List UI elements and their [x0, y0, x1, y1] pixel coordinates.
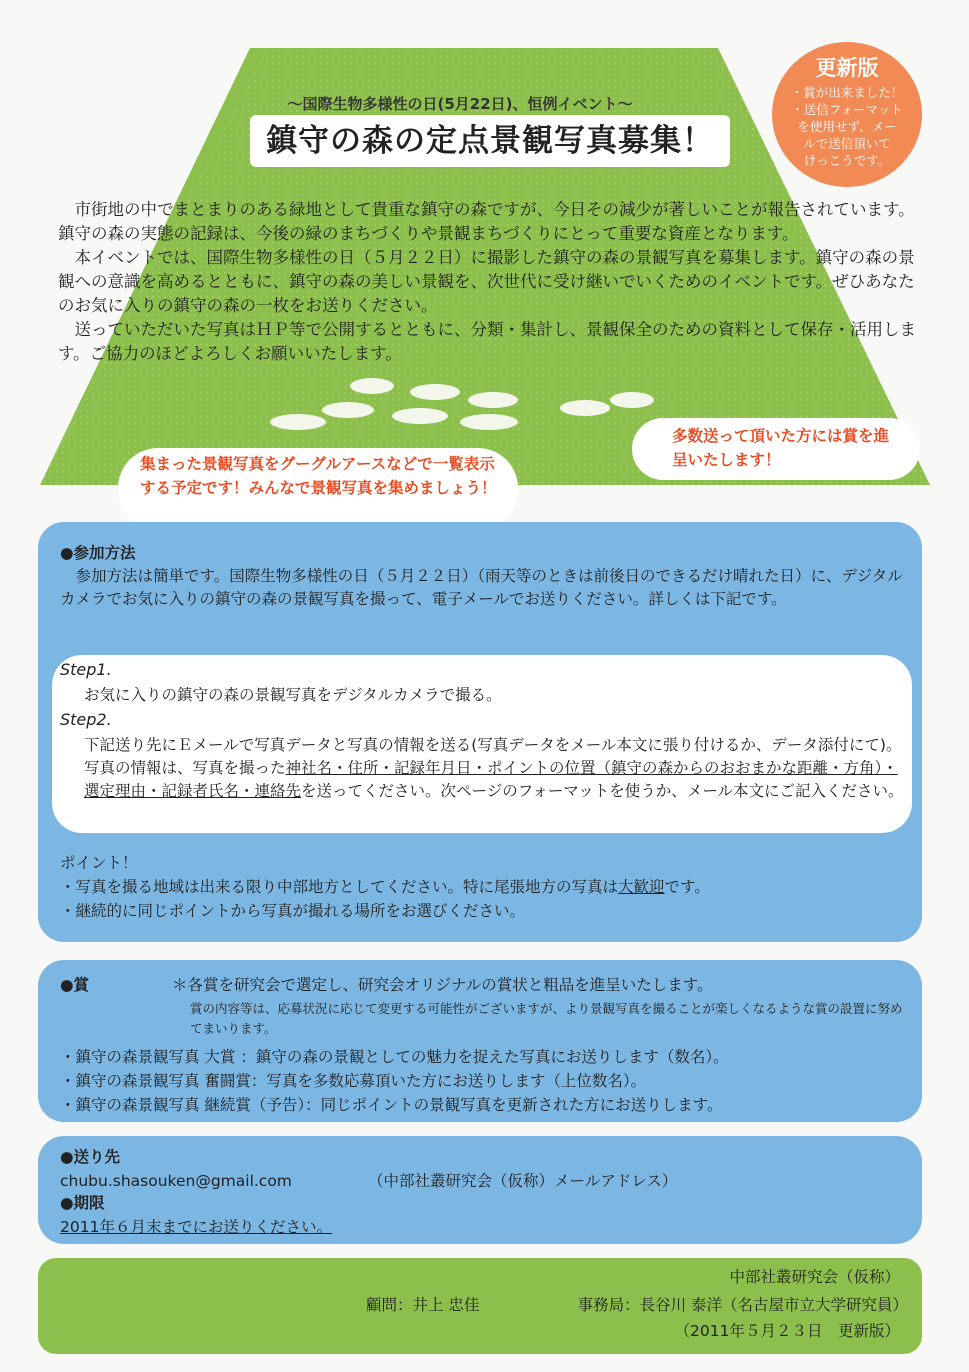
callout-cloud-award: 多数送って頂いた方には賞を進呈いたします！ — [632, 418, 920, 480]
awards-note-small: 賞の内容等は、応募状況に応じて変更する可能性がございますが、より景観写真を撮ることが楽しくなるような賞の設置に努めてまいります。 — [190, 1001, 903, 1036]
intro-text — [58, 198, 920, 366]
page-title: 鎮守の森の定点景観写真募集！ — [250, 115, 730, 167]
point-1-b: です。 — [664, 878, 710, 896]
step2-text — [84, 734, 906, 803]
point-1-underlined: 大歓迎 — [618, 878, 665, 896]
deadline-text: 2011年６月末までにお送りください。 — [60, 1218, 332, 1236]
intro-paragraph-1: 市街地の中でまとまりのある緑地として貴重な鎮守の森ですが、今日その減少が著しいことが報告されています。鎮守の森の実態の記録は、今後の緑のまちづくりや景観まちづくりにとって重要な資産となります。 — [58, 200, 915, 243]
award-item-1: ・鎮守の森景観写真 大賞 ：鎮守の森の景観としての魅力を捉えた写真にお送りします（数名）。 — [60, 1048, 729, 1066]
stepping-stone — [322, 402, 374, 418]
stepping-stone — [460, 414, 518, 430]
contact-heading: ●送り先 — [60, 1148, 121, 1166]
step2-text-underlined: 神社名・住所・記録年月日・ポイントの位置（鎮守の森からのおおまかな距離・方角）・選定理由・記録者氏名・連絡先 — [84, 759, 898, 800]
footer-date: （2011年５月２３日 更新版） — [674, 1322, 900, 1340]
event-subtitle: 〜国際生物多様性の日(5月22日)、恒例イベント〜 — [287, 95, 633, 113]
point-2: ・継続的に同じポイントから写真が撮れる場所をお選びください。 — [60, 902, 526, 920]
stepping-stone — [610, 392, 654, 408]
participation-heading: ●参加方法 — [60, 544, 136, 562]
step2-label: Step2. — [60, 710, 112, 729]
step1-text: お気に入りの鎮守の森の景観写真をデジタルカメラで撮る。 — [84, 686, 502, 704]
stepping-stone — [560, 400, 610, 416]
intro-paragraph-2: 本イベントでは、国際生物多様性の日（５月２２日）に撮影した鎮守の森の景観写真を募集します。鎮守の森の景観への意識を高めるとともに、鎮守の森の美しい景観を、次世代に受け継いでいくためのイベントです。ぜひあなたのお気に入りの鎮守の森の一枚をお送りください。 — [58, 248, 915, 315]
step1-label: Step1. — [60, 660, 112, 679]
awards-note: ＊各賞を研究会で選定し、研究会オリジナルの賞状と粗品を進呈いたします。 — [172, 976, 713, 994]
callout-cloud-google-earth: 集まった景観写真をグーグルアースなどで一覧表示する予定です！みんなで景観写真を集めましょう！ — [118, 448, 518, 530]
step2-text-a: 下記送り先にＥメールで写真データと写真の情報を送る(写真データをメール本文に張り付けるか、データ添付にて)。写真の情報は、写真を撮った — [84, 736, 902, 777]
participation-body: 参加方法は簡単です。国際生物多様性の日（５月２２日）（雨天等のときは前後日のできるだけ晴れた日）に、デジタルカメラでお気に入りの鎮守の森の景観写真を撮って、電子メールでお送りください。詳しくは下記です。 — [60, 567, 903, 608]
awards-heading: ●賞 — [60, 976, 90, 994]
point-1 — [60, 876, 710, 899]
point-1-a: ・写真を撮る地域は出来る限り中部地方としてください。特に尾張地方の写真は — [60, 878, 619, 896]
footer-advisor: 顧問：井上 忠佳 — [366, 1296, 480, 1314]
step2-text-b: を送ってください。次ページのフォーマットを使うか、メール本文にご記入ください。 — [301, 782, 904, 800]
contact-email-note: （中部社叢研究会（仮称）メールアドレス） — [368, 1172, 678, 1190]
stepping-stone — [270, 414, 326, 430]
footer-office: 事務局：長谷川 泰洋（名古屋市立大学研究員） — [577, 1296, 908, 1314]
award-item-3: ・鎮守の森景観写真 継続賞（予告）：同じポイントの景観写真を更新された方にお送りします。 — [60, 1096, 723, 1114]
badge-body: ・賞が出来ました！ ・送信フォーマット を使用せず、メー ルで送信頂いて けっこうです。 — [790, 85, 904, 168]
stepping-stone — [468, 392, 518, 408]
points-heading: ポイント！ — [60, 854, 138, 872]
award-item-2: ・鎮守の森景観写真 奮闘賞：写真を多数応募頂いた方にお送りします（上位数名）。 — [60, 1072, 647, 1090]
stepping-stone — [410, 384, 460, 400]
stepping-stone — [392, 408, 448, 424]
deadline-heading: ●期限 — [60, 1194, 105, 1212]
intro-paragraph-3: 送っていただいた写真はＨＰ等で公開するとともに、分類・集計し、景観保全のための資料として保存・活用します。ご協力のほどよろしくお願いいたします。 — [58, 320, 916, 363]
contact-email[interactable]: chubu.shasouken@gmail.com — [60, 1172, 292, 1190]
footer-org: 中部社叢研究会（仮称） — [729, 1268, 900, 1286]
stepping-stone — [350, 378, 394, 394]
badge-title: 更新版 — [815, 56, 879, 80]
update-badge — [772, 42, 922, 187]
